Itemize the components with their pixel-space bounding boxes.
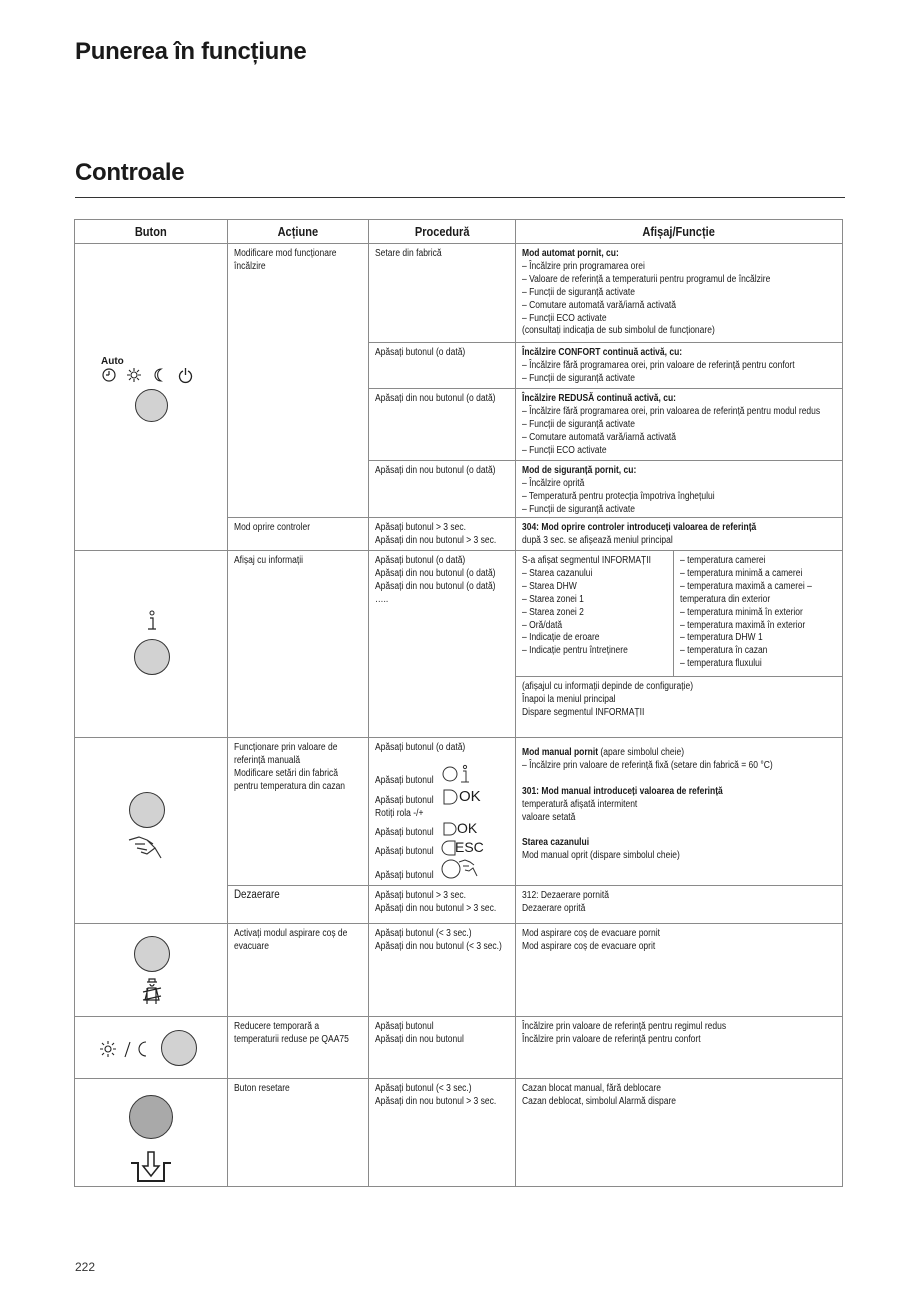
cell [368,1016,516,1079]
manual-button-cell [74,737,228,924]
reduce-button[interactable] [161,1030,197,1066]
text-line [522,406,849,419]
cell-text [522,248,849,338]
text: – Funcții de siguranță activate [522,418,635,430]
auto-label: Auto [101,356,124,367]
text-line: Apăsați butonul > 3 sec. [375,890,466,901]
cell [673,550,843,677]
cell-text [522,747,849,863]
text: – Comutare automată vară/iarnă activată [522,431,677,443]
cell-text [375,928,521,954]
cell-text [522,1083,849,1109]
cell-text [375,555,521,607]
header-actiune [227,219,369,244]
text-line [522,261,849,274]
ok-button-icon [442,821,458,837]
reset-arrow-icon [129,1151,173,1183]
text: – Funcții de siguranță activate [522,372,635,384]
text-line [522,850,849,863]
cell [515,885,843,924]
text-line: Apăsați din nou butonul (o dată) [375,465,496,476]
text-line [522,522,849,535]
cell [227,737,369,886]
text-line: – Starea zonei 1 [522,593,584,605]
hand-icon [127,834,167,860]
cell-text [234,1083,374,1096]
cell-text [522,1021,849,1047]
reset-button[interactable] [129,1095,173,1139]
text: – Comutare automată vară/iarnă activată [522,299,677,311]
cell-text [522,890,849,916]
text: – Funcții ECO activate [522,444,607,456]
manual-button-icon [441,858,481,880]
text-line: Setare din fabrică [375,248,442,259]
cell [227,243,369,518]
text: – Încălzire prin programarea orei [522,260,645,272]
cell [368,1078,516,1187]
text: – Încălzire fără programarea orei, prin valoare de referință pentru confort [522,359,795,371]
cell [368,885,516,924]
proc-line: Apăsați butonul [375,795,434,806]
text-line: Cazan blocat manual, fără deblocare [522,1083,661,1094]
page-heading: Punerea în funcțiune [75,38,307,65]
text-line [522,837,849,850]
cell [515,243,843,343]
cell [368,923,516,1017]
text: – Încălzire fără programarea orei, prin valoarea de referință pentru modul redus [522,405,821,417]
text-line: Afișaj cu informații [234,555,303,566]
bold-text: Starea cazanului [522,837,590,849]
cell-text [375,890,521,916]
text-line [522,478,849,491]
text-line: Înapoi la meniul principal [522,693,616,705]
cell-text [522,681,849,720]
section-divider [75,197,845,198]
text-line: Funcționare prin valoare de [234,742,338,753]
cell [227,923,369,1017]
text: după 3 sec. se afișează meniul principal [522,534,673,546]
text: (apare simbolul cheie) [598,747,685,758]
cell-text [522,555,679,658]
text-line: ….. [375,593,389,605]
text-line: – Oră/dată [522,619,563,631]
text-line: Buton resetare [234,1083,290,1094]
text-line [522,445,849,458]
text-line: Apăsați butonul (< 3 sec.) [375,1083,472,1094]
text: – Valoare de referință a temperaturii pentru programul de încălzire [522,273,771,285]
text-line [522,360,849,373]
text-line: (afișajul cu informații depinde de configurație) [522,681,694,692]
text-line [522,799,849,812]
text: – Funcții de siguranță activate [522,503,635,515]
text-line [522,248,849,261]
cell [368,550,516,738]
cell [515,1016,843,1079]
text-line: Apăsați din nou butonul (< 3 sec.) [375,940,502,952]
cell-text [375,1083,521,1109]
text-line: Mod aspirare coș de evacuare pornit [522,928,660,939]
text-line [522,812,849,825]
text-line: – temperatura minimă în exterior [680,606,803,618]
text-line [522,504,849,517]
cell [515,342,843,389]
text-line: Reducere temporară a [234,1021,320,1032]
cell-text [680,555,848,671]
cell-text [234,928,374,954]
text-line: – Indicație pentru întreținere [522,645,628,657]
text-line: Activați modul aspirare coș de [234,928,348,939]
text-line: Dispare segmentul INFORMAȚII [522,706,645,718]
info-icon [146,610,158,632]
text-line [522,535,849,548]
text-line [522,747,849,760]
text: Mod manual oprit (dispare simbolul cheie) [522,850,680,862]
header-label: Acțiune [277,224,319,239]
text-line: 312: Dezaerare pornită [522,890,609,901]
bold-text: Mod manual pornit [522,747,599,758]
bold-text: Încălzire REDUSĂ continuă activă, cu: [522,393,676,404]
cell-text [522,465,849,517]
ok-label: OK [459,788,481,805]
cell [368,517,516,551]
cell-text [522,928,849,954]
bold-text: Mod automat pornit, cu: [522,248,619,259]
text-line [522,419,849,432]
cell [368,388,516,461]
cell-text [234,555,374,568]
text-line [522,760,849,773]
text-line: – Starea cazanului [522,567,593,579]
cell-text [375,465,521,478]
text-line [522,773,849,786]
text-line [522,373,849,386]
text-line: – temperatura fluxului [680,658,762,670]
cell [368,460,516,518]
text-line [522,274,849,287]
text-line: Mod oprire controler [234,522,311,533]
header-afisaj [515,219,843,244]
text-line: Apăsați butonul (< 3 sec.) [375,928,472,939]
chimney-button-cell [74,923,228,1017]
cell [227,1078,369,1187]
mode-button[interactable] [135,389,168,422]
text-line: – Indicație de eroare [522,632,600,644]
text-line: Modificare mod funcționare [234,248,337,259]
cell [515,1078,843,1187]
header-buton [74,219,228,244]
text-line: Apăsați butonul [375,1021,434,1032]
info-button-cell [74,550,228,738]
text-line: Apăsați din nou butonul > 3 sec. [375,534,497,546]
text-line: – temperatura în cazan [680,645,768,657]
text-line: – temperatura minimă a camerei [680,567,803,579]
proc-line: Apăsați butonul [375,846,434,857]
text-line: Încălzire prin valoare de referință pentru regimul redus [522,1021,727,1032]
proc-line: Apăsați butonul [375,827,434,838]
text-line: temperaturii reduse pe QAA75 [234,1033,349,1045]
proc-line: Apăsați butonul (o dată) [375,742,466,753]
text-line: – temperatura DHW 1 [680,632,763,644]
text-line: Modificare setări din fabrică [234,767,338,779]
header-label: Afișaj/Funcție [642,224,716,239]
cell-text [522,522,849,548]
text-line: temperatura din exterior [680,593,771,605]
text-line [522,325,849,338]
bold-text: 304: Mod oprire controler introduceți valoarea de referință [522,522,757,533]
cell [368,342,516,389]
cell-text [234,1021,374,1047]
text-line: Apăsați din nou butonul (o dată) [375,567,496,579]
section-title: Controale [75,159,185,186]
cell-text [234,522,374,535]
header-label: Buton [135,224,167,239]
text-line: Apăsați butonul (o dată) [375,555,466,566]
text-line: Apăsați din nou butonul [375,1033,464,1045]
text-line [522,432,849,445]
chimney-sweep-icon [141,978,163,1006]
text-line: Încălzire prin valoare de referință pentru confort [522,1033,701,1045]
header-label: Procedură [414,224,470,239]
cell-text [234,248,374,274]
page-number: 222 [75,1260,96,1274]
reset-button-cell [74,1078,228,1187]
cell-text [375,522,521,548]
text-line: evacuare [234,940,269,952]
text: – Funcții de siguranță activate [522,286,635,298]
cell [515,676,843,738]
text-line: Apăsați din nou butonul (o dată) [375,393,496,404]
text-line: – temperatura camerei [680,555,766,566]
text-line: – Starea zonei 2 [522,606,584,618]
info-button-icon [442,764,472,784]
text-line: – temperatura maximă a camerei – [680,580,812,592]
text-line: Apăsați din nou butonul (o dată) [375,580,496,592]
ok-label: OK [457,820,478,836]
text-line: Apăsați butonul > 3 sec. [375,522,466,533]
proc-line: Apăsați butonul [375,870,434,881]
cell [515,550,674,677]
manual-button[interactable] [129,792,165,828]
ok-button-icon [442,788,458,806]
mode-button-cell [74,243,228,551]
text: – Temperatură pentru protecția împotriva înghețului [522,490,715,502]
cell [515,923,843,1017]
text: temperatură afișată intermitent [522,798,638,810]
bold-text: Mod de siguranță pornit, cu: [522,465,637,476]
cell-text [375,393,521,406]
cell [227,885,369,924]
bold-text: Încălzire CONFORT continuă activă, cu: [522,347,683,358]
cell [368,243,516,343]
header-procedura [368,219,516,244]
text-line: – Starea DHW [522,580,577,592]
text-line [522,313,849,326]
text-line [522,300,849,313]
cell [515,460,843,518]
cell [227,550,369,738]
cell-text [234,742,374,794]
text-line: Apăsați butonul (o dată) [375,347,466,358]
sun-moon-icon [99,1038,159,1060]
cell [515,388,843,461]
text-line: Apăsați din nou butonul > 3 sec. [375,902,497,914]
chimney-sweep-button[interactable] [134,936,170,972]
esc-label: ESC [455,839,484,855]
text: – Încălzire prin valoare de referință fixă (setare din fabrică = 60 °C) [522,759,773,771]
bold-text: 301: Mod manual introduceți valoarea de referință [522,785,723,797]
proc-line: Apăsați butonul [375,775,434,786]
manual-proc-cell [368,737,516,886]
text: – Funcții ECO activate [522,312,607,324]
text: – Încălzire oprită [522,477,585,489]
text-line: Cazan deblocat, simbolul Alarmă dispare [522,1095,677,1107]
cell-text [375,1021,521,1047]
text-line: Dezaerare oprită [522,902,586,914]
text-line [522,347,849,360]
text-line: referință manuală [234,754,301,766]
cell-text [375,248,521,261]
text-line [522,465,849,478]
text-line: Mod aspirare coș de evacuare oprit [522,940,656,952]
text-line [522,786,849,799]
text-line: Apăsați din nou butonul > 3 sec. [375,1095,497,1107]
proc-line: Rotiți rola -/+ [375,808,424,819]
cell-text [522,347,849,386]
mode-symbols-icon [101,366,196,384]
cell [515,737,843,886]
text-line: S-a afișat segmentul INFORMAȚII [522,555,651,566]
text-line: pentru temperatura din cazan [234,780,346,792]
text: valoare setată [522,811,576,823]
info-button[interactable] [134,639,170,675]
cell-text [522,393,849,458]
text-line: încălzire [234,260,266,272]
text: (consultați indicația de sub simbolul de funcționare) [522,325,715,337]
text-line [522,824,849,837]
cell [515,517,843,551]
text-line: – temperatura maximă în exterior [680,619,806,631]
text-line [522,393,849,406]
cell-text [375,347,521,360]
reduce-button-cell [74,1016,228,1079]
cell [227,1016,369,1079]
text-line [522,287,849,300]
cell [227,517,369,551]
text-line [522,491,849,504]
dezaerare-label: Dezaerare [234,889,280,901]
